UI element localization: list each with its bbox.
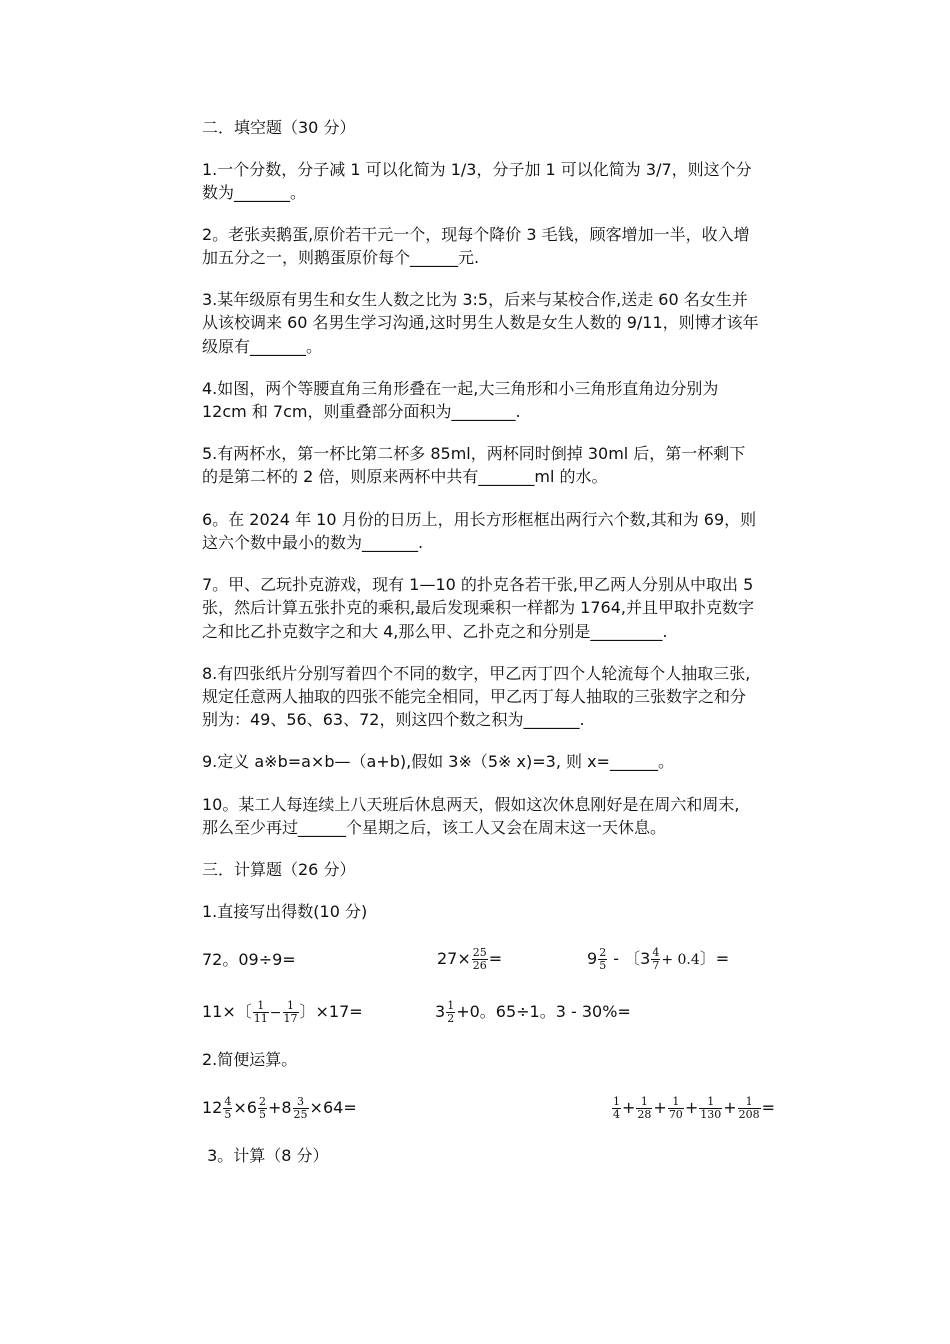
fraction: $\frac{1}{4}$ <box>613 1095 620 1121</box>
fraction: $\frac{1}{2}$ <box>447 999 455 1025</box>
fraction: $\frac{1}{70}$ <box>668 1095 683 1121</box>
section-title-fill-in: 二．填空题（30 分） <box>202 118 356 137</box>
q7-line2: 张，然后计算五张扑克的乘积,最后发现乘积一样都为 1764,并且甲取扑克数字 <box>202 598 754 617</box>
simplify-expr-2: $\frac{1}{4}$ + $\frac{1}{28}$ + $\frac{1}{70}$ + $\frac{1}{130}$ + $\frac{1}{208}$ = <box>613 1095 776 1121</box>
q10-line2: 那么至少再过______个星期之后，该工人又会在周末这一天休息。 <box>202 818 667 837</box>
fraction: $\frac{1}{130}$ <box>700 1095 722 1121</box>
q5-line1: 5.有两杯水，第一杯比第二杯多 85ml，两杯同时倒掉 30ml 后，第一杯剩下 <box>202 444 746 463</box>
expr-4: 11×〔 $\frac{1}{11}$ − $\frac{1}{17}$ 〕×17= <box>202 999 363 1025</box>
fraction: $\frac{1}{11}$ <box>253 999 268 1025</box>
simplify-expr-1: 12 $\frac{4}{5}$ ×6 $\frac{2}{5}$ +8 $\frac{3}{25}$ ×64= <box>202 1095 357 1121</box>
q1-line2: 数为_______。 <box>202 183 307 202</box>
fraction: $\frac{25}{26}$ <box>472 946 487 972</box>
q6-line2: 这六个数中最小的数为_______. <box>202 533 424 552</box>
q8-line2: 规定任意两人抽取的四张不能完全相同，甲乙丙丁每人抽取的三张数字之和分 <box>202 687 747 706</box>
fraction: $\frac{4}{5}$ <box>224 1095 232 1121</box>
fraction: $\frac{1}{17}$ <box>283 999 298 1025</box>
expr-3: 9 $\frac{2}{5}$ - 〔3 $\frac{4}{7}$ + 0.4〕= <box>587 946 730 972</box>
q8-line3: 别为：49、56、63、72，则这四个数之积为_______. <box>202 710 585 729</box>
fraction: $\frac{1}{28}$ <box>637 1095 652 1121</box>
part1-title: 1.直接写出得数(10 分) <box>202 902 368 921</box>
fraction: $\frac{4}{7}$ <box>652 946 660 972</box>
q3-line2: 从该校调来 60 名男生学习沟通,这时男生人数是女生人数的 9/11，则博才该年 <box>202 313 759 332</box>
expr-1: 72。09÷9= <box>202 950 296 969</box>
q3-line3: 级原有_______。 <box>202 337 323 356</box>
q3-line1: 3.某年级原有男生和女生人数之比为 3:5，后来与某校合作,送走 60 名女生并 <box>202 290 748 309</box>
q5-line2: 的是第二杯的 2 倍，则原来两杯中共有_______ml 的水。 <box>202 467 608 486</box>
q8-line1: 8.有四张纸片分别写着四个不同的数字，甲乙丙丁四个人轮流每个人抽取三张, <box>202 664 751 683</box>
q7-line3: 之和比乙扑克数字之和大 4,那么甲、乙扑克之和分别是_________. <box>202 622 668 641</box>
q10-line1: 10。某工人每连续上八天班后休息两天，假如这次休息刚好是在周六和周末, <box>202 795 740 814</box>
part2-title: 2.简便运算。 <box>202 1050 298 1069</box>
q7-line1: 7。甲、乙玩扑克游戏，现有 1—10 的扑克各若干张,甲乙两人分别从中取出 5 <box>202 575 754 594</box>
expr-5: 3 $\frac{1}{2}$ +0。65÷1。3 - 30%= <box>435 999 631 1025</box>
q1-line1: 1.一个分数，分子减 1 可以化简为 1/3，分子加 1 可以化简为 3/7，则这个分 <box>202 160 752 179</box>
part3-title: 3。计算（8 分） <box>202 1146 329 1165</box>
expr-2: 27× $\frac{25}{26}$ = <box>437 946 503 972</box>
q4-line1: 4.如图，两个等腰直角三角形叠在一起,大三角形和小三角形直角边分别为 <box>202 379 719 398</box>
q6-line1: 6。在 2024 年 10 月份的日历上，用长方形框框出两行六个数,其和为 69，则 <box>202 510 757 529</box>
fraction: $\frac{1}{208}$ <box>738 1095 760 1121</box>
section-title-calculation: 三．计算题（26 分） <box>202 860 356 879</box>
q2-line2: 加五分之一，则鹅蛋原价每个______元. <box>202 248 480 267</box>
q4-line2: 12cm 和 7cm，则重叠部分面积为________. <box>202 402 521 421</box>
q9-line1: 9.定义 a※b=a×b—（a+b),假如 3※（5※ x)=3, 则 x=______。 <box>202 752 674 771</box>
fraction: $\frac{2}{5}$ <box>258 1095 266 1121</box>
q2-line1: 2。老张卖鹅蛋,原价若干元一个，现每个降价 3 毛钱，顾客增加一半，收入增 <box>202 225 750 244</box>
fraction: $\frac{3}{25}$ <box>293 1095 308 1121</box>
fraction: $\frac{2}{5}$ <box>599 946 607 972</box>
